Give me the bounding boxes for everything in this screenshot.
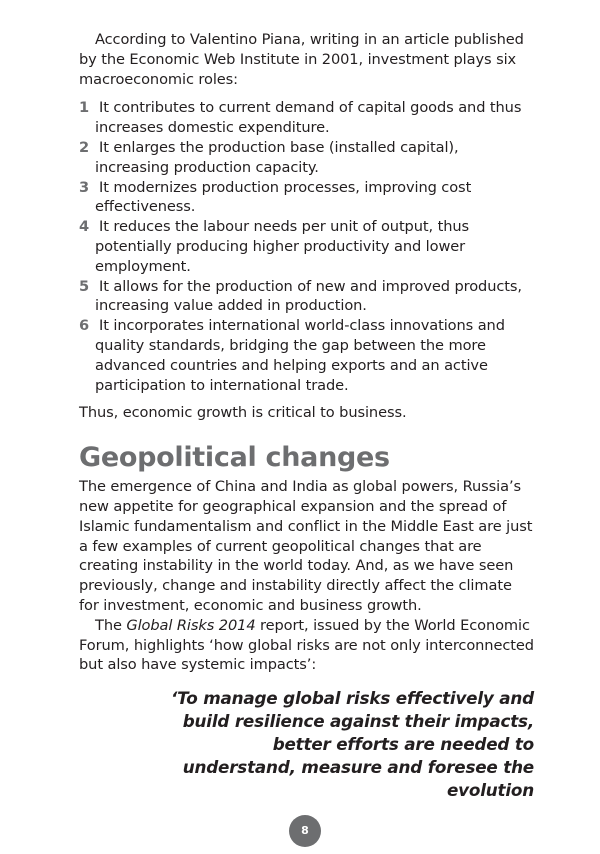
list-item xyxy=(79,138,534,178)
section-heading: Geopolitical changes xyxy=(79,442,390,474)
pull-quote: ‘To manage global risks effectively and build resilience against their impacts, better efforts are needed to understand, measure and foresee the evolution xyxy=(170,688,534,801)
list-item xyxy=(79,98,534,138)
list-item-text: It incorporates international world-class innovations and quality standards, bridging the gap between the more advanced countries and helping exports and an active participation to international trade. xyxy=(95,317,505,394)
list-item-text: It contributes to current demand of capital goods and thus increases domestic expenditure. xyxy=(95,99,522,137)
list-item xyxy=(79,217,534,276)
intro-paragraph: According to Valentino Piana, writing in an article published by the Economic Web Institute in 2001, investment plays six macroeconomic roles: xyxy=(79,31,524,88)
list-item-number: 4 xyxy=(79,218,90,236)
list-item-number: 3 xyxy=(79,178,90,196)
list-item-number: 6 xyxy=(79,317,90,335)
roles-list xyxy=(79,98,534,395)
list-item xyxy=(79,178,534,218)
page-content xyxy=(79,30,534,802)
list-item xyxy=(79,316,534,395)
list-item-text: It modernizes production processes, improving cost effectiveness. xyxy=(95,178,472,216)
list-item xyxy=(79,277,534,317)
paragraph-text-start: The xyxy=(95,616,127,634)
section-paragraph-2 xyxy=(79,616,534,675)
list-item-text: It allows for the production of new and improved products, increasing value added in production. xyxy=(95,277,522,315)
list-item-number: 2 xyxy=(79,138,90,156)
section-paragraph-1: The emergence of China and India as global powers, Russia’s new appetite for geographical expansion and the spread of Islamic fundamentalism and conflict in the Middle East are just a few examples of current geopolitical changes that are creating instability in the world today. And, as we have seen previously, change and instability directly affect the climate for investment, economic and business growth. xyxy=(79,478,533,614)
list-item-text: It enlarges the production base (installed capital), increasing production capacity. xyxy=(95,138,459,176)
list-item-number: 5 xyxy=(79,277,90,295)
list-item-number: 1 xyxy=(79,99,90,117)
paragraph-text-end: report, issued by the World Economic Forum, highlights ‘how global risks are not only interconnected but also have systemic impacts’: xyxy=(79,616,534,674)
page-number-badge: 8 xyxy=(289,815,321,847)
list-item-text: It reduces the labour needs per unit of output, thus potentially producing higher productivity and lower employment. xyxy=(95,218,469,275)
conclusion-paragraph: Thus, economic growth is critical to business. xyxy=(79,404,407,422)
report-title: Global Risks 2014 xyxy=(126,616,256,634)
